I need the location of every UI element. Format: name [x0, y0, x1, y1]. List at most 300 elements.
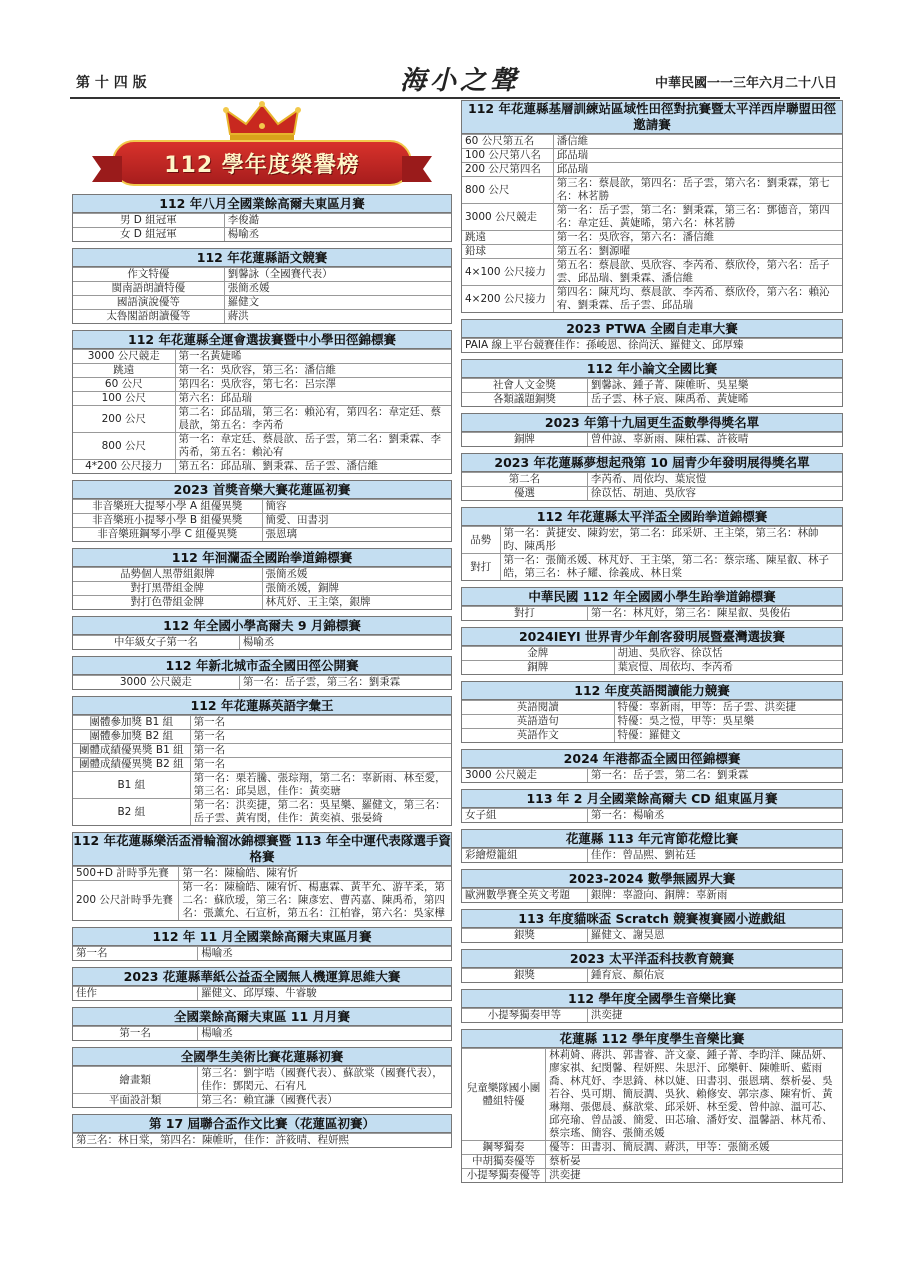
award-table: [462, 646, 842, 674]
table-row: [462, 769, 842, 783]
table-row: [462, 433, 842, 447]
award-winners: 第一名: [190, 758, 451, 772]
award-winners: PAIA 線上平台競賽佳作：孫峻恩、徐尚沃、羅健文、邱厚臻: [462, 339, 842, 353]
award-category: 小提琴獨奏優等: [462, 1169, 546, 1183]
award-winners: 第三名：林日棠，第四名：陳帷昕，佳作：許筱晴、程妍熙: [73, 1134, 451, 1148]
award-category: 英語作文: [462, 729, 614, 743]
award-category: 對打: [462, 554, 500, 581]
table-row: [73, 772, 451, 799]
award-section: [461, 507, 843, 581]
table-row: [462, 889, 842, 903]
award-table: [73, 715, 451, 825]
award-category: 鋼琴獨奏: [462, 1141, 546, 1155]
table-row: [73, 282, 451, 296]
award-section: [461, 681, 843, 743]
award-section-title: 2023 年花蓮縣夢想起飛第 10 屆青少年發明展得獎名單: [462, 454, 842, 472]
award-category: 跳遠: [73, 364, 175, 378]
award-table: [462, 928, 842, 942]
table-row: [73, 987, 451, 1001]
award-category: 男 D 組冠軍: [73, 214, 224, 228]
award-winners: 第一名：陳榆皓、陳宥忻: [179, 867, 451, 881]
award-category: 60 公尺: [73, 378, 175, 392]
award-table: [462, 606, 842, 620]
award-category: 3000 公尺競走: [462, 204, 553, 231]
award-winners: 鍾育宸、顏佑宸: [587, 969, 842, 983]
award-table: [462, 768, 842, 782]
award-section: [72, 967, 452, 1001]
table-row: [73, 392, 451, 406]
award-section: [461, 989, 843, 1023]
award-section: [72, 616, 452, 650]
award-category: 團體成績優異獎 B2 組: [73, 758, 190, 772]
award-winners: 楊喻丞: [239, 636, 451, 650]
award-category: 歐洲數學賽全英文考題: [462, 889, 587, 903]
award-category: 銅牌: [462, 433, 587, 447]
award-table: [73, 349, 451, 473]
award-table: [73, 1133, 451, 1147]
award-winners: 邱品瑞: [553, 149, 842, 163]
award-section: [72, 248, 452, 324]
table-row: [462, 647, 842, 661]
award-category: 非音樂班鋼琴小學 C 組優異獎: [73, 528, 262, 542]
award-winners: 簡愛、田書羽: [262, 514, 451, 528]
award-table: [462, 1048, 842, 1182]
award-category: 品勢: [462, 527, 500, 554]
award-category: 國語演說優等: [73, 296, 224, 310]
award-category: 優選: [462, 487, 587, 501]
award-category: 太魯閣語朗讀優等: [73, 310, 224, 324]
table-row: [462, 204, 842, 231]
award-winners: 特優：辜新雨，甲等：岳子雲、洪奕捷: [614, 701, 842, 715]
award-category: 彩繪燈籠組: [462, 849, 587, 863]
award-category: 銅牌: [462, 661, 614, 675]
award-section: [461, 359, 843, 407]
table-row: [73, 636, 451, 650]
award-category: 團體參加獎 B2 組: [73, 730, 190, 744]
award-category: 60 公尺第五名: [462, 135, 553, 149]
award-winners: 第一名：陳榆皓、陳宥忻、楊惠霖、黃芊允、游芊柔，第二名：蘇欣瑷，第三名：陳彥宏、曹芮嘉、陳禹希，第四名：張薰允、石宣析，第五名：江柏睿，第六名：吳家樺: [179, 881, 451, 921]
award-category: B1 組: [73, 772, 190, 799]
table-row: [462, 527, 842, 554]
award-winners: 徐苡恬、胡迪、吳欣容: [587, 487, 842, 501]
award-winners: 劉馨詠（全國賽代表）: [224, 268, 451, 282]
award-section: [461, 869, 843, 903]
award-category: 女 D 組冠軍: [73, 228, 224, 242]
award-category: 800 公尺: [462, 177, 553, 204]
award-section: [72, 1047, 452, 1108]
award-category: 3000 公尺競走: [73, 350, 175, 364]
award-winners: 第三名：劉宇晧（國賽代表）、蘇歆棠（國賽代表），佳作：鄧閎元、石宥凡: [198, 1067, 451, 1094]
award-category: 對打: [462, 607, 587, 621]
table-row: [462, 607, 842, 621]
table-row: [73, 528, 451, 542]
award-category: 4*200 公尺接力: [73, 460, 175, 474]
table-row: [73, 350, 451, 364]
table-row: [462, 473, 842, 487]
page-number: 第 十 四 版: [76, 75, 147, 91]
table-row: [462, 929, 842, 943]
award-winners: 張簡丞媛: [224, 282, 451, 296]
award-table: [462, 968, 842, 982]
award-section-title: 112 年花蓮縣樂活盃滑輪溜冰錦標賽暨 113 年全中運代表隊選手資格賽: [73, 833, 451, 864]
table-row: [73, 433, 451, 460]
table-row: [73, 799, 451, 826]
award-winners: 第一名: [190, 716, 451, 730]
award-table: [462, 134, 842, 312]
award-section-title: 112 年花蓮縣太平洋盃全國跆拳道錦標賽: [462, 508, 842, 526]
award-category: 對打黑帶組金牌: [73, 582, 262, 596]
award-category: 銀獎: [462, 929, 587, 943]
award-winners: 林芃妤、王主棨，銀牌: [262, 596, 451, 610]
award-section-title: 113 年 2 月全國業餘高爾夫 CD 組東區月賽: [462, 790, 842, 808]
award-winners: 曾仲諒、辜新雨、陳柏霖、許筱晴: [587, 433, 842, 447]
left-award-list: [72, 194, 452, 1148]
award-table: [462, 848, 842, 862]
award-category: 非音樂班大提琴小學 A 組優異獎: [73, 500, 262, 514]
award-table: [462, 432, 842, 446]
table-row: [462, 393, 842, 407]
table-row: [73, 596, 451, 610]
award-category: 平面設計類: [73, 1094, 198, 1108]
table-row: [462, 1169, 842, 1183]
award-category: 兒童樂隊國小團體組特優: [462, 1049, 546, 1141]
award-category: 銀獎: [462, 969, 587, 983]
award-category: 100 公尺第八名: [462, 149, 553, 163]
award-section: [461, 453, 843, 501]
award-winners: 第一名：洪奕捷，第二名：吳星樂、羅健文，第三名：岳子雲、黃宥閔，佳作：黃奕禎、張晏綺: [190, 799, 451, 826]
award-table: [462, 472, 842, 500]
award-section-title: 112 年度英語閱讀能力競賽: [462, 682, 842, 700]
award-table: [73, 986, 451, 1000]
award-section-title: 2023 年第十九屆更生盃數學得獎名單: [462, 414, 842, 432]
award-section-title: 112 學年度全國學生音樂比賽: [462, 990, 842, 1008]
table-row: [462, 1141, 842, 1155]
award-section: [72, 1114, 452, 1148]
award-category: 中年級女子第一名: [73, 636, 239, 650]
table-row: [73, 744, 451, 758]
award-section: [72, 1007, 452, 1041]
table-row: [462, 701, 842, 715]
table-row: [462, 487, 842, 501]
award-winners: 特優：吳之愷，甲等：吳星樂: [614, 715, 842, 729]
crown-icon: [212, 100, 312, 144]
table-row: [462, 1155, 842, 1169]
award-winners: 羅健文、謝昊恩: [587, 929, 842, 943]
award-winners: 潘信維: [553, 135, 842, 149]
award-section-title: 112 年八月全國業餘高爾夫東區月賽: [73, 195, 451, 213]
table-row: [73, 460, 451, 474]
table-row: [73, 1134, 451, 1148]
award-section: [461, 627, 843, 675]
award-category: 閩南語朗讀特優: [73, 282, 224, 296]
table-row: [462, 661, 842, 675]
award-category: 200 公尺: [73, 406, 175, 433]
table-row: [462, 849, 842, 863]
award-category: 4×200 公尺接力: [462, 286, 553, 313]
award-section-title: 112 年小論文全國比賽: [462, 360, 842, 378]
award-category: 第一名: [73, 1027, 198, 1041]
award-section: [72, 330, 452, 474]
table-row: [462, 969, 842, 983]
award-section: [72, 927, 452, 961]
award-section-title: 112 年新北城市盃全國田徑公開賽: [73, 657, 451, 675]
award-winners: 簡容: [262, 500, 451, 514]
table-row: [462, 379, 842, 393]
award-category: 團體參加獎 B1 組: [73, 716, 190, 730]
award-table: [462, 888, 842, 902]
award-category: 社會人文金獎: [462, 379, 587, 393]
award-winners: 邱品瑞: [553, 163, 842, 177]
table-row: [73, 1094, 451, 1108]
award-section-title: 全國業餘高爾夫東區 11 月月賽: [73, 1008, 451, 1026]
award-section-title: 花蓮縣 113 年元宵節花燈比賽: [462, 830, 842, 848]
award-table: [462, 808, 842, 822]
award-winners: 第一名: [190, 744, 451, 758]
award-category: 英語閱讀: [462, 701, 614, 715]
table-row: [73, 310, 451, 324]
award-section-title: 112 年花蓮縣語文競賽: [73, 249, 451, 267]
award-category: 3000 公尺競走: [462, 769, 587, 783]
table-row: [73, 676, 451, 690]
award-winners: 李芮希、周依均、葉宸愷: [587, 473, 842, 487]
left-column: [72, 100, 452, 1154]
award-winners: 蔣洪: [224, 310, 451, 324]
award-winners: 洪奕捷: [546, 1169, 842, 1183]
award-section: [461, 829, 843, 863]
table-row: [73, 730, 451, 744]
issue-date: 中華民國一一三年六月二十八日: [654, 76, 837, 91]
award-category: 200 公尺計時爭先賽: [73, 881, 179, 921]
award-section-title: 112 年花蓮縣全運會選拔賽暨中小學田徑錦標賽: [73, 331, 451, 349]
award-category: 品勢個人黑帶組銀牌: [73, 568, 262, 582]
right-award-list: [461, 100, 843, 1183]
award-section: [461, 909, 843, 943]
award-section-title: 2023 首獎音樂大賽花蓮區初賽: [73, 481, 451, 499]
award-table: [73, 1066, 451, 1107]
award-category: 非音樂班小提琴小學 B 組優異獎: [73, 514, 262, 528]
award-winners: 第五名：劉源曜: [553, 245, 842, 259]
award-winners: 張恩璃: [262, 528, 451, 542]
award-category: 對打色帶組金牌: [73, 596, 262, 610]
award-winners: 楊喻丞: [224, 228, 451, 242]
award-table: [462, 700, 842, 742]
banner-title: 112 學年度榮譽榜: [164, 153, 360, 178]
award-category: 各類議題銅獎: [462, 393, 587, 407]
award-winners: 第一名：岳子雲，第二名：劉秉霖: [587, 769, 842, 783]
award-section-title: 花蓮縣 112 學年度學生音樂比賽: [462, 1030, 842, 1048]
table-row: [73, 514, 451, 528]
award-section: [461, 319, 843, 353]
award-category: 200 公尺第四名: [462, 163, 553, 177]
award-section-title: 2023 花蓮縣華紙公益盃全國無人機運算思維大賽: [73, 968, 451, 986]
award-category: 500+D 計時爭先賽: [73, 867, 179, 881]
award-winners: 羅健文: [224, 296, 451, 310]
award-category: 小提琴獨奏甲等: [462, 1009, 587, 1023]
table-row: [73, 500, 451, 514]
award-winners: 李俊澔: [224, 214, 451, 228]
table-row: [462, 231, 842, 245]
award-section: [461, 587, 843, 621]
award-section: [72, 832, 452, 921]
award-section-title: 112 年花蓮縣基層訓練站區域性田徑對抗賽暨太平洋西岸聯盟田徑邀請賽: [462, 101, 842, 134]
award-winners: 第五名：邱品瑞、劉秉霖、岳子雲、潘信維: [175, 460, 451, 474]
award-winners: 第三名：蔡晨歆，第四名：岳子雲，第六名：劉秉霖，第七名：林茗勝: [553, 177, 842, 204]
award-category: 3000 公尺競走: [73, 676, 239, 690]
table-row: [462, 286, 842, 313]
table-row: [462, 554, 842, 581]
table-row: [462, 163, 842, 177]
award-winners: 第四名：吳欣容，第七名：呂宗澤: [175, 378, 451, 392]
table-row: [73, 568, 451, 582]
award-winners: 胡迪、吳欣容、徐苡恬: [614, 647, 842, 661]
award-winners: 葉宸愷、周依均、李芮希: [614, 661, 842, 675]
award-category: 作文特優: [73, 268, 224, 282]
award-category: B2 組: [73, 799, 190, 826]
award-table: [73, 567, 451, 609]
award-winners: 林莉婍、蔣洪、郭書睿、許文豪、鍾子菁、李昀洋、陳品妍、廖家祺、紀閔馨、程妍熙、朱思汗、邱樂軒、陳帷昕、藍雨喬、林芃妤、李思錡、林以婕、田書羽、張恩璃、蔡析晏、吳若谷、吳可期、簡辰澗、吳狄、賴修安、郭宗彥、陳宥忻、黃琳翔、張偲晨、蘇歆棠、邱采妍、林至愛、曾仲諒、溫可芯、邱亮瑜、曾品諼、簡愛、田芯瑜、潘妤安、溫馨語、林芃希、蔡宗瑤、簡容、張簡丞媛: [546, 1049, 842, 1141]
award-category: 中胡獨奏優等: [462, 1155, 546, 1169]
award-section-title: 112 年 11 月全國業餘高爾夫東區月賽: [73, 928, 451, 946]
award-winners: 第四名：陳芃均、蔡晨歆、李芮希、蔡欣伶，第六名：賴沁宥、劉秉霖、岳子雲、邱品瑞: [553, 286, 842, 313]
table-row: [462, 177, 842, 204]
award-winners: 優等：田書羽、簡辰澗、蔣洪，甲等：張簡丞媛: [546, 1141, 842, 1155]
award-section-title: 2023 PTWA 全國自走車大賽: [462, 320, 842, 338]
award-winners: 洪奕捷: [587, 1009, 842, 1023]
right-column: [461, 100, 843, 1189]
award-section-title: 112 年洄瀾盃全國跆拳道錦標賽: [73, 549, 451, 567]
award-category: 跳遠: [462, 231, 553, 245]
honor-banner: [72, 100, 452, 192]
award-section: [461, 789, 843, 823]
table-row: [73, 228, 451, 242]
award-winners: 第一名黃婕晞: [175, 350, 451, 364]
award-section: [72, 548, 452, 610]
award-table: [73, 1026, 451, 1040]
award-category: 100 公尺: [73, 392, 175, 406]
table-row: [462, 809, 842, 823]
award-winners: 佳作：曾品熙、劉祐廷: [587, 849, 842, 863]
award-section: [461, 749, 843, 783]
award-category: 佳作: [73, 987, 198, 1001]
award-winners: 第一名：岳子雲，第三名：劉秉霖: [239, 676, 451, 690]
award-winners: 岳子雲、林子宸、陳禹希、黃婕晞: [587, 393, 842, 407]
award-section-title: 2023 太平洋盃科技教育競賽: [462, 950, 842, 968]
award-winners: 銀牌：辜證向、銅牌：辜新雨: [587, 889, 842, 903]
table-row: [462, 1049, 842, 1141]
award-section-title: 112 年全國小學高爾夫 9 月錦標賽: [73, 617, 451, 635]
award-winners: 第三名：賴宜謙（國賽代表）: [198, 1094, 451, 1108]
table-row: [73, 716, 451, 730]
award-winners: 第一名：栗若騰、張琮翔，第二名：辜新雨、林至愛，第三名：邱昊恩，佳作：黃奕瑭: [190, 772, 451, 799]
table-row: [462, 149, 842, 163]
table-row: [462, 135, 842, 149]
award-section-title: 中華民國 112 年全國國小學生跆拳道錦標賽: [462, 588, 842, 606]
table-row: [462, 339, 842, 353]
award-section-title: 112 年花蓮縣英語字彙王: [73, 697, 451, 715]
table-row: [73, 1067, 451, 1094]
header-rule: [70, 97, 840, 99]
award-category: 金牌: [462, 647, 614, 661]
table-row: [73, 296, 451, 310]
table-row: [73, 364, 451, 378]
masthead: 海小之聲: [400, 66, 521, 96]
table-row: [73, 881, 451, 921]
table-row: [462, 1009, 842, 1023]
award-winners: 張簡丞媛: [262, 568, 451, 582]
award-category: 英語造句: [462, 715, 614, 729]
award-category: 繪畫類: [73, 1067, 198, 1094]
award-winners: 第一名: [190, 730, 451, 744]
table-row: [73, 582, 451, 596]
award-winners: 第一名：楊喻丞: [587, 809, 842, 823]
award-table: [73, 499, 451, 541]
award-winners: 第五名：蔡晨歆、吳欣容、李芮希、蔡欣伶，第六名：岳子雲、邱品瑞、劉秉霖、潘信維: [553, 259, 842, 286]
award-section: [72, 194, 452, 242]
award-table: [73, 675, 451, 689]
award-winners: 蔡析晏: [546, 1155, 842, 1169]
award-winners: 第一名：韋定廷、蔡晨歆、岳子雲，第二名：劉秉霖、李芮希，第五名：賴沁宥: [175, 433, 451, 460]
award-section-title: 2023-2024 數學無國界大賽: [462, 870, 842, 888]
award-table: [462, 378, 842, 406]
award-category: 團體成績優異獎 B1 組: [73, 744, 190, 758]
award-section-title: 全國學生美術比賽花蓮縣初賽: [73, 1048, 451, 1066]
table-row: [73, 1027, 451, 1041]
award-table: [73, 267, 451, 323]
award-section: [461, 413, 843, 447]
award-table: [73, 866, 451, 920]
award-winners: 特優：羅健文: [614, 729, 842, 743]
award-winners: 第一名：吳欣容，第三名：潘信維: [175, 364, 451, 378]
award-winners: 楊喻丞: [198, 947, 451, 961]
award-section-title: 2024 年港都盃全國田徑錦標賽: [462, 750, 842, 768]
award-section: [72, 696, 452, 826]
award-table: [73, 213, 451, 241]
table-row: [73, 268, 451, 282]
award-table: [73, 946, 451, 960]
award-winners: 第一名：吳欣容，第六名：潘信維: [553, 231, 842, 245]
award-section: [461, 949, 843, 983]
award-section-title: 2024IEYI 世界青少年創客發明展暨臺灣選拔賽: [462, 628, 842, 646]
award-winners: 第一名：林芃妤，第三名：陳星叡、吳俊佑: [587, 607, 842, 621]
award-table: [462, 1008, 842, 1022]
award-winners: 第一名：黃捷安、陳鈞宏，第二名：邱采妍、王主棨，第三名：林帥昀、陳禹彤: [500, 527, 842, 554]
award-category: 女子組: [462, 809, 587, 823]
award-section: [72, 480, 452, 542]
table-row: [73, 378, 451, 392]
award-category: 4×100 公尺接力: [462, 259, 553, 286]
table-row: [462, 245, 842, 259]
page-header: [0, 66, 901, 96]
award-category: 800 公尺: [73, 433, 175, 460]
award-winners: 楊喻丞: [198, 1027, 451, 1041]
award-section-title: 113 年度貓咪盃 Scratch 競賽複賽國小遊戲組: [462, 910, 842, 928]
award-table: [462, 338, 842, 352]
table-row: [73, 406, 451, 433]
award-winners: 羅健文、邱厚臻、牛睿駿: [198, 987, 451, 1001]
award-winners: 劉馨詠、鍾子菁、陳帷昕、吳星樂: [587, 379, 842, 393]
table-row: [462, 259, 842, 286]
table-row: [73, 214, 451, 228]
award-winners: 張簡丞媛，銅牌: [262, 582, 451, 596]
award-category: 鉛球: [462, 245, 553, 259]
award-section: [72, 656, 452, 690]
award-table: [73, 635, 451, 649]
table-row: [73, 947, 451, 961]
award-section: [461, 100, 843, 313]
award-winners: 第一名：岳子雲，第二名：劉秉霖，第三名：鄧德音，第四名：韋定廷、黃婕晞，第六名：林茗勝: [553, 204, 842, 231]
award-section: [461, 1029, 843, 1183]
table-row: [73, 867, 451, 881]
